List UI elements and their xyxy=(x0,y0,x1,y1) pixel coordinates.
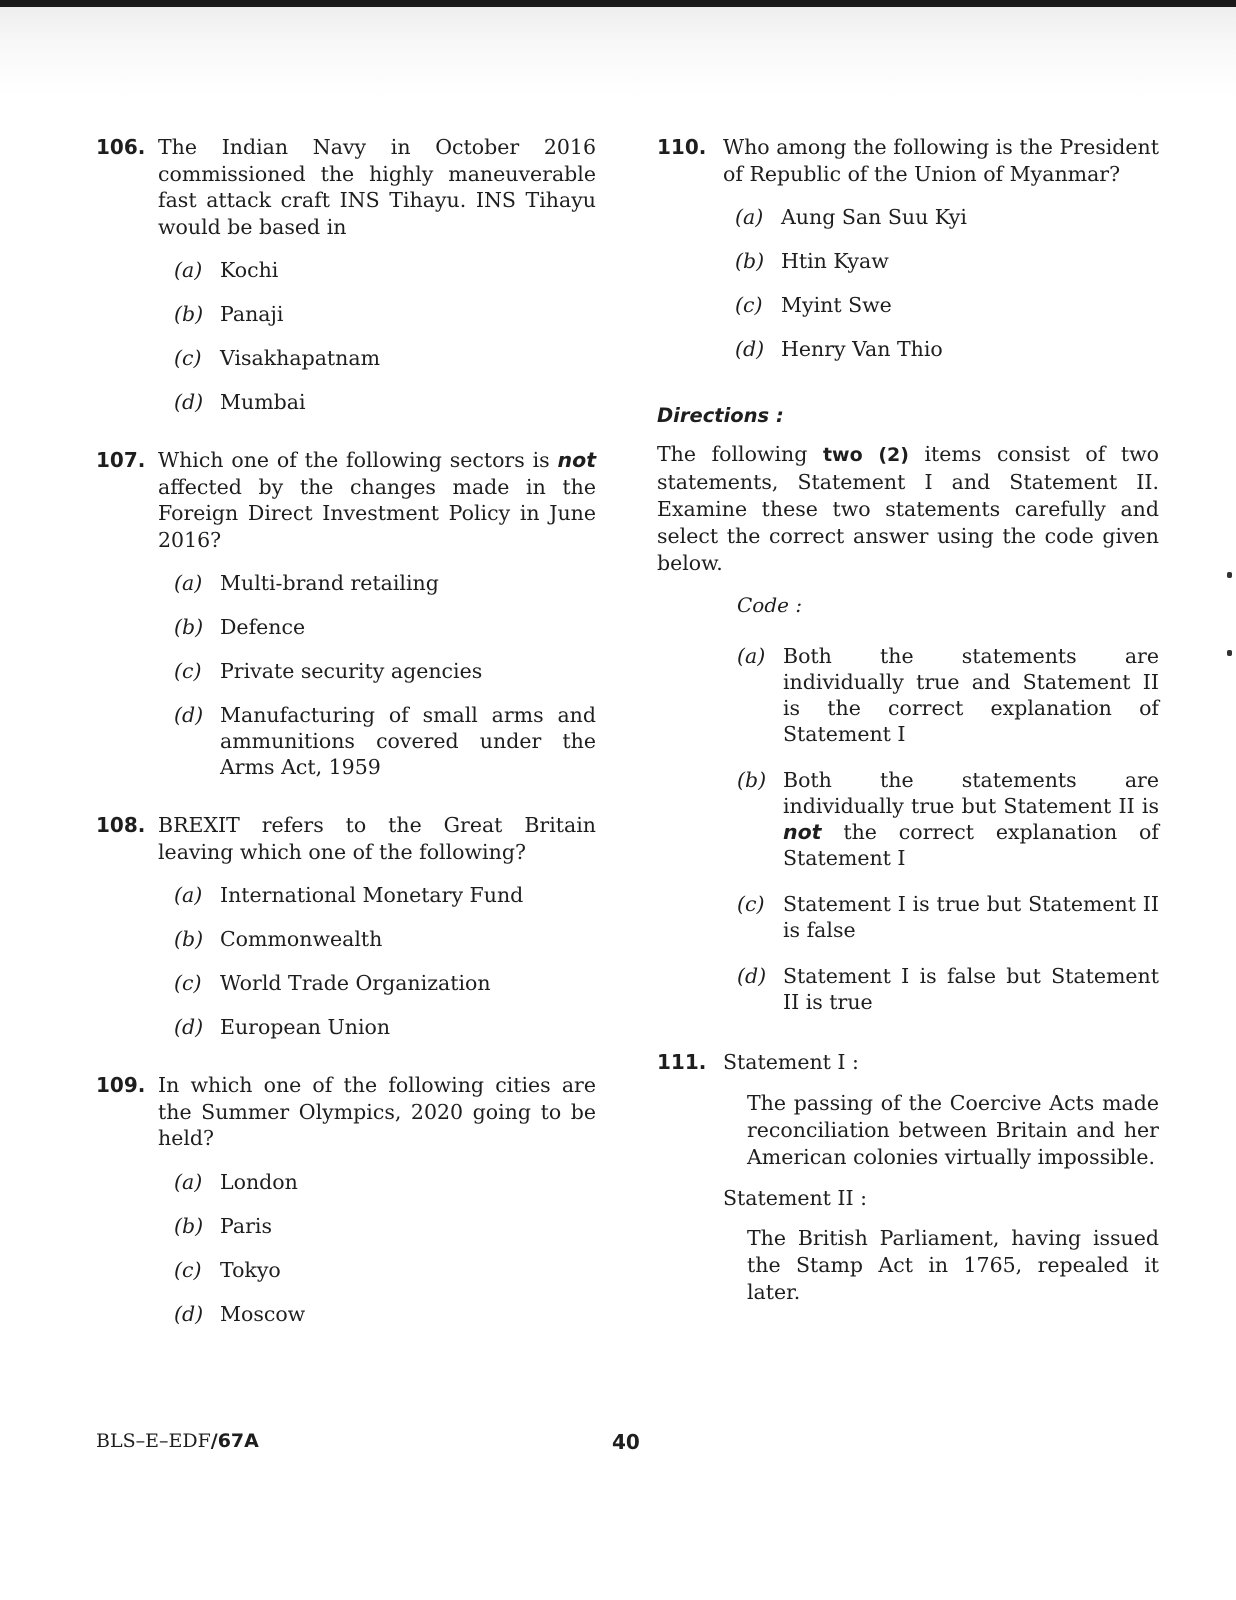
code-label-letter: (c) xyxy=(737,892,765,916)
code-label-letter: (b) xyxy=(737,768,767,792)
option-text: Panaji xyxy=(220,302,284,326)
option-label: (a) xyxy=(735,205,764,229)
option-a xyxy=(735,204,1159,230)
question-text: The Indian Navy in October 2016 commissioned the highly maneuverable fast attack craft INS Tihayu. INS Tihayu would be based in xyxy=(158,135,596,239)
scan-edge-mark xyxy=(1227,650,1232,656)
option-text: Henry Van Thio xyxy=(781,337,943,361)
option-label: (c) xyxy=(174,659,202,683)
directions-text-part: items consist of two statements, Statement I and Statement II. Examine these two statements carefully and select the correct answer using the code given below. xyxy=(657,442,1159,575)
question-text-part: Which one of the following sectors is xyxy=(158,448,550,472)
option-text: London xyxy=(220,1169,298,1194)
option-label: (a) xyxy=(174,258,203,282)
option-c xyxy=(735,292,1159,318)
option-label: (d) xyxy=(735,337,765,361)
option-b xyxy=(174,926,596,952)
code-a xyxy=(737,643,1159,747)
question-110 xyxy=(657,134,1159,362)
option-text: Paris xyxy=(220,1213,272,1238)
option-text: Htin Kyaw xyxy=(781,249,889,273)
option-text: World Trade Organization xyxy=(220,971,491,995)
code-text-part: Both the statements are individually true but Statement II is xyxy=(783,768,1159,818)
option-text: Commonwealth xyxy=(220,927,383,951)
option-label: (d) xyxy=(174,1015,204,1039)
option-label: (d) xyxy=(174,390,204,414)
emphasis-not: not xyxy=(557,448,596,472)
option-text: Manufacturing of small arms and ammunitions covered under the Arms Act, 1959 xyxy=(220,703,596,779)
question-number: 107. xyxy=(96,448,146,472)
option-b xyxy=(174,301,596,327)
page-number: 40 xyxy=(612,1430,640,1454)
question-number: 111. xyxy=(657,1050,707,1074)
question-106 xyxy=(96,134,596,415)
question-text: BREXIT refers to the Great Britain leaving which one of the following? xyxy=(158,813,596,864)
option-c xyxy=(174,345,596,371)
option-text: Tokyo xyxy=(220,1257,281,1282)
question-109 xyxy=(96,1072,596,1327)
option-c xyxy=(174,1257,596,1283)
option-b xyxy=(735,248,1159,274)
statement-1-text: The passing of the Coercive Acts made reconciliation between Britain and her American colonies virtually impossible. xyxy=(747,1090,1159,1169)
code-b xyxy=(737,767,1159,871)
right-column xyxy=(657,134,1159,1306)
option-label: (b) xyxy=(174,927,204,951)
option-text: Aung San Suu Kyi xyxy=(781,205,967,229)
option-text: Visakhapatnam xyxy=(220,346,381,370)
option-text: Moscow xyxy=(220,1301,306,1326)
option-label: (d) xyxy=(174,1301,204,1326)
scan-edge-mark xyxy=(1227,572,1232,578)
option-label: (b) xyxy=(174,1213,204,1238)
directions-text-part: The following xyxy=(657,442,808,466)
question-text: In which one of the following cities are the Summer Olympics, 2020 going to be held? xyxy=(158,1073,596,1150)
option-text: International Monetary Fund xyxy=(220,883,524,907)
option-a xyxy=(174,570,596,596)
directions-heading: Directions : xyxy=(657,404,784,427)
code-d xyxy=(737,963,1159,1015)
statement-2-text: The British Parliament, having issued the Stamp Act in 1765, repealed it later. xyxy=(747,1226,1159,1304)
question-number: 106. xyxy=(96,135,146,159)
option-b xyxy=(174,1213,596,1239)
option-a xyxy=(174,257,596,283)
code-text: Statement I is true but Statement II is false xyxy=(783,892,1159,942)
option-list xyxy=(96,1169,596,1327)
statement-2-label: Statement II : xyxy=(723,1185,868,1210)
code-text: Statement I is false but Statement II is true xyxy=(783,964,1159,1014)
option-a xyxy=(174,1169,596,1195)
code-text-part: the correct explanation of Statement I xyxy=(783,820,1159,870)
option-label: (d) xyxy=(174,703,204,727)
option-c xyxy=(174,970,596,996)
option-d xyxy=(174,389,596,415)
option-c xyxy=(174,658,596,684)
directions-bold: two (2) xyxy=(822,444,909,466)
statement-1-label: Statement I : xyxy=(723,1050,859,1074)
directions-text xyxy=(657,441,1159,577)
code-c xyxy=(737,891,1159,943)
option-label: (a) xyxy=(174,1169,203,1194)
question-number: 109. xyxy=(96,1073,146,1097)
scan-top-edge xyxy=(0,0,1236,7)
option-d xyxy=(174,702,596,780)
option-a xyxy=(174,882,596,908)
option-text: Mumbai xyxy=(220,390,306,414)
option-label: (a) xyxy=(174,571,203,595)
question-107 xyxy=(96,447,596,780)
code-label-letter: (d) xyxy=(737,964,767,988)
option-b xyxy=(174,614,596,640)
option-label: (c) xyxy=(174,346,202,370)
question-text: Who among the following is the President of Republic of the Union of Myanmar? xyxy=(723,135,1159,186)
option-text: European Union xyxy=(220,1015,391,1039)
option-d xyxy=(735,336,1159,362)
question-number: 108. xyxy=(96,813,146,837)
booklet-code-prefix: BLS–E–EDF xyxy=(96,1430,211,1452)
option-text: Kochi xyxy=(220,258,279,282)
option-text: Myint Swe xyxy=(781,293,892,317)
booklet-code xyxy=(96,1430,259,1452)
booklet-code-suffix: /67A xyxy=(210,1430,259,1452)
option-label: (b) xyxy=(174,615,204,639)
option-label: (b) xyxy=(735,249,765,273)
code-label-letter: (a) xyxy=(737,644,766,668)
option-text: Private security agencies xyxy=(220,659,483,683)
scan-header-shading xyxy=(0,7,1236,97)
option-text: Multi-brand retailing xyxy=(220,571,439,595)
question-number: 110. xyxy=(657,135,707,159)
option-list xyxy=(96,257,596,415)
option-label: (c) xyxy=(174,971,202,995)
option-label: (c) xyxy=(174,1257,202,1282)
left-column xyxy=(96,134,596,1345)
option-list xyxy=(96,570,596,780)
code-label: Code : xyxy=(737,593,803,617)
emphasis-not: not xyxy=(783,820,822,844)
option-label: (b) xyxy=(174,302,204,326)
option-label: (a) xyxy=(174,883,203,907)
option-list xyxy=(96,882,596,1040)
option-label: (c) xyxy=(735,293,763,317)
code-text: Both the statements are individually true and Statement II is the correct explanation of Statement I xyxy=(783,644,1159,746)
option-d xyxy=(174,1014,596,1040)
question-111 xyxy=(657,1049,1159,1306)
code-text xyxy=(783,767,1159,871)
option-d xyxy=(174,1301,596,1327)
code-list xyxy=(657,643,1159,1015)
question-108 xyxy=(96,812,596,1040)
question-text-part: affected by the changes made in the Foreign Direct Investment Policy in June 2016? xyxy=(158,474,596,552)
option-text: Defence xyxy=(220,615,306,639)
question-text xyxy=(158,447,596,553)
option-list xyxy=(657,204,1159,362)
